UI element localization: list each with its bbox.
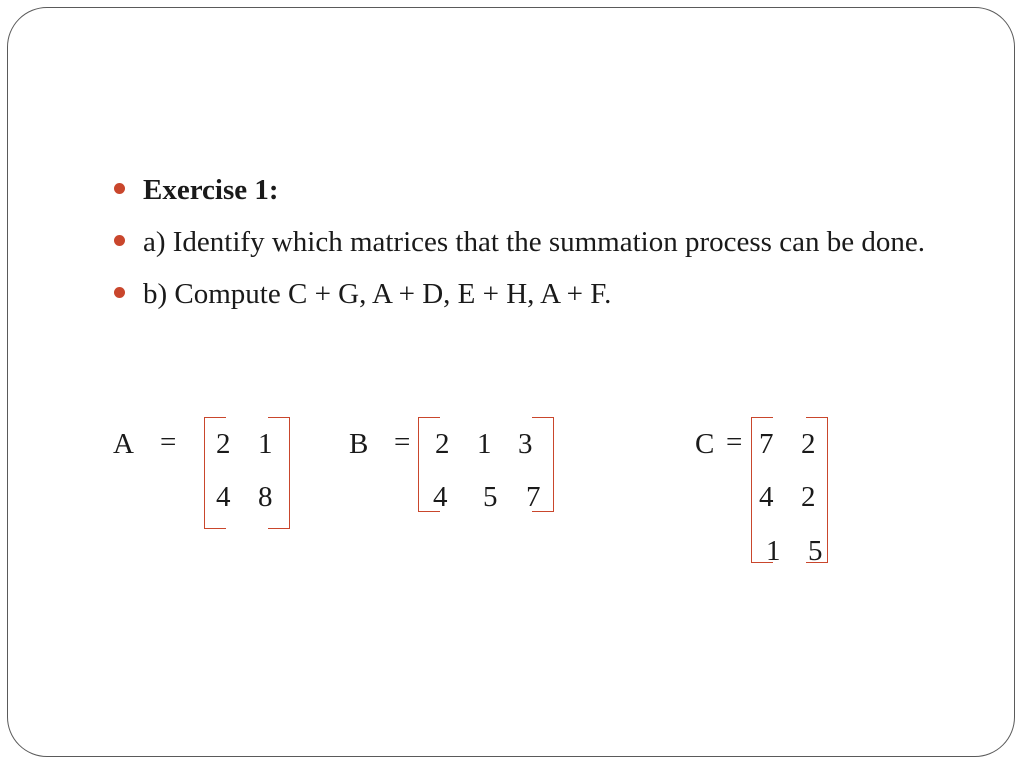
- matrix-a-cell: 8: [258, 481, 273, 513]
- bullet-list: [113, 168, 973, 324]
- matrix-b-equals: =: [394, 426, 411, 458]
- part-b-text: b) Compute C + G, A + D, E + H, A + F.: [143, 278, 612, 310]
- bullet-item-part-b: [113, 272, 973, 316]
- matrix-c-cell: 4: [759, 481, 774, 513]
- matrix-c-cell: 1: [766, 535, 781, 567]
- matrix-b-cell: 4: [433, 481, 448, 513]
- matrix-a-label: A: [113, 428, 134, 460]
- matrix-c-equals: =: [726, 426, 743, 458]
- matrix-c-label: C: [695, 428, 715, 460]
- bullet-item-part-a: [113, 220, 973, 264]
- matrix-a-cell: 2: [216, 428, 231, 460]
- matrix-b-cell: 7: [526, 481, 541, 513]
- bullet-dot-icon: [114, 183, 125, 194]
- matrix-b-cell: 3: [518, 428, 533, 460]
- matrix-b-label: B: [349, 428, 369, 460]
- matrix-b-cell: 2: [435, 428, 450, 460]
- bullet-dot-icon: [114, 287, 125, 298]
- matrix-b-cell: 5: [483, 481, 498, 513]
- matrix-c-cell: 2: [801, 481, 816, 513]
- matrix-b-cell: 1: [477, 428, 492, 460]
- matrix-c-cell: 2: [801, 428, 816, 460]
- bullet-item-exercise: [113, 168, 973, 212]
- matrix-c-cell: 5: [808, 535, 823, 567]
- part-a-text: a) Identify which matrices that the summation process can be done.: [143, 226, 925, 258]
- bullet-dot-icon: [114, 235, 125, 246]
- matrix-a-cell: 1: [258, 428, 273, 460]
- exercise-heading: Exercise 1:: [143, 174, 279, 206]
- matrix-a-equals: =: [160, 426, 177, 458]
- matrix-c-cell: 7: [759, 428, 774, 460]
- slide-frame: [7, 7, 1015, 757]
- matrix-a-cell: 4: [216, 481, 231, 513]
